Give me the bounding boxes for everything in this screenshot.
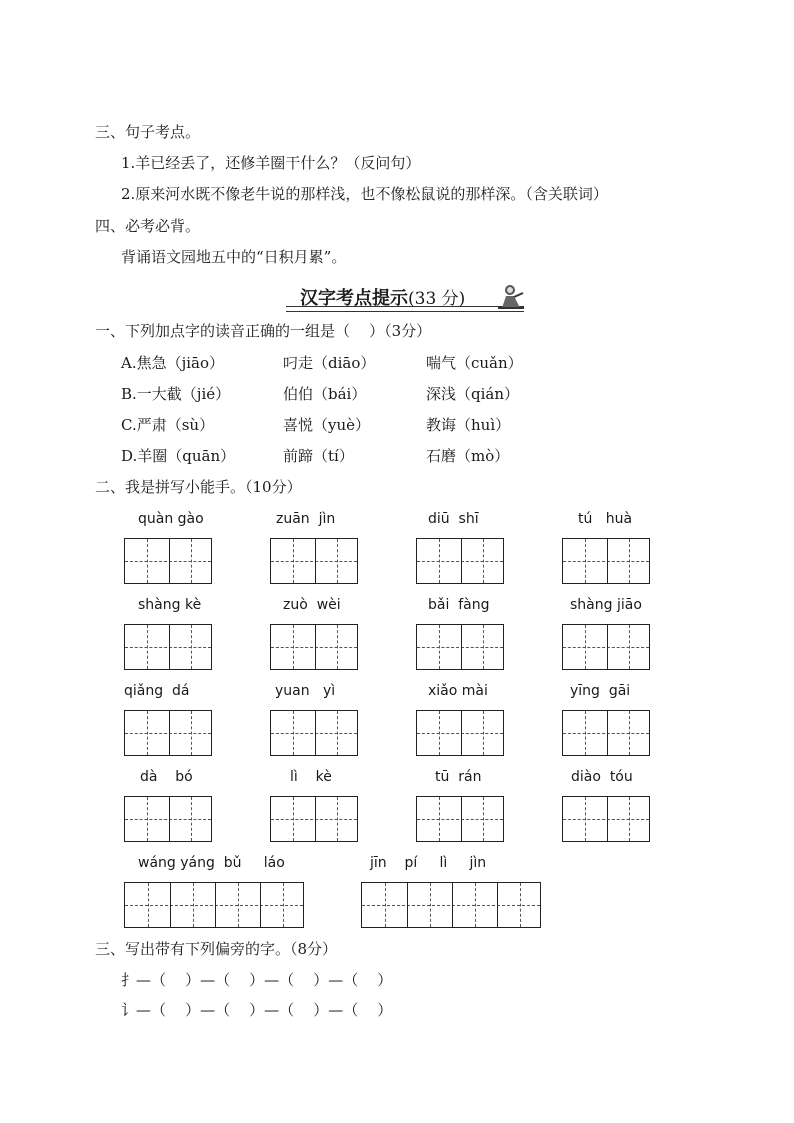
pinyin-label-long: wáng yáng bǔ láo xyxy=(138,855,285,871)
writing-grid[interactable] xyxy=(562,710,650,756)
pinyin-label: zuān jìn xyxy=(276,511,336,527)
section-title-main: 汉字考点提示 xyxy=(300,288,408,309)
pinyin-label-long: jīn pí lì jìn xyxy=(370,855,487,871)
writing-grid[interactable] xyxy=(361,882,541,928)
q1-option: B.一大截（jié） xyxy=(121,385,231,403)
pinyin-label: quàn gào xyxy=(138,511,204,527)
pinyin-label: bǎi fàng xyxy=(428,597,490,613)
title-underline xyxy=(286,306,524,312)
writing-grid[interactable] xyxy=(270,624,358,670)
pinyin-label: yīng gāi xyxy=(570,683,631,699)
sec3-heading: 三、句子考点。 xyxy=(95,123,201,141)
writing-grid[interactable] xyxy=(562,624,650,670)
q2-heading: 二、我是拼写小能手。（10分） xyxy=(95,478,302,496)
pinyin-label: qiǎng dá xyxy=(124,683,190,699)
q1-option: 伯伯（bái） xyxy=(283,385,367,403)
writing-grid[interactable] xyxy=(124,538,212,584)
pinyin-label: shàng jiāo xyxy=(570,597,642,613)
q1-option: C.严肃（sù） xyxy=(121,416,215,434)
writing-grid[interactable] xyxy=(124,710,212,756)
pinyin-label: shàng kè xyxy=(138,597,202,613)
writing-grid[interactable] xyxy=(124,796,212,842)
q3-row-2: 讠—（ ）—（ ）—（ ）—（ ） xyxy=(121,1001,393,1019)
writing-grid[interactable] xyxy=(270,710,358,756)
pinyin-label: xiǎo mài xyxy=(428,683,488,699)
q1-option: 喜悦（yuè） xyxy=(283,416,371,434)
q1-option: 前蹄（tí） xyxy=(283,447,354,465)
writing-grid[interactable] xyxy=(416,624,504,670)
q1-option: A.焦急（jiāo） xyxy=(121,354,225,372)
writing-grid[interactable] xyxy=(416,538,504,584)
section-title-score: (33 分) xyxy=(408,289,466,309)
q1-option: 石磨（mò） xyxy=(426,447,510,465)
writing-grid[interactable] xyxy=(562,538,650,584)
writing-grid[interactable] xyxy=(124,882,304,928)
writing-grid[interactable] xyxy=(416,710,504,756)
q1-option: 叼走（diāo） xyxy=(283,354,376,372)
writing-grid[interactable] xyxy=(270,796,358,842)
q1-option: D.羊圈（quān） xyxy=(121,447,236,465)
pinyin-label: diū shī xyxy=(428,511,479,527)
sec3-item-2: 2.原来河水既不像老牛说的那样浅，也不像松鼠说的那样深。（含关联词） xyxy=(121,185,608,203)
q1-option: 教诲（huì） xyxy=(426,416,511,434)
pinyin-label: lì kè xyxy=(290,769,332,785)
q3-row-1: 扌—（ ）—（ ）—（ ）—（ ） xyxy=(121,971,393,989)
sec4-heading: 四、必考必背。 xyxy=(95,217,201,235)
q3-heading: 三、写出带有下列偏旁的字。（8分） xyxy=(95,940,338,958)
pinyin-label: dà bó xyxy=(140,769,193,785)
q1-heading: 一、下列加点字的读音正确的一组是（ ）（3分） xyxy=(95,322,432,340)
writing-grid[interactable] xyxy=(416,796,504,842)
writing-grid[interactable] xyxy=(562,796,650,842)
pinyin-label: tú huà xyxy=(578,511,633,527)
pinyin-label: diào tóu xyxy=(571,769,633,785)
sec4-text: 背诵语文园地五中的“日积月累”。 xyxy=(121,248,347,266)
writing-grid[interactable] xyxy=(270,538,358,584)
pinyin-label: tū rán xyxy=(435,769,482,785)
writing-grid[interactable] xyxy=(124,624,212,670)
pinyin-label: yuan yì xyxy=(275,683,336,699)
pinyin-label: zuò wèi xyxy=(283,597,341,613)
sec3-item-1: 1.羊已经丢了，还修羊圈干什么？（反问句） xyxy=(121,154,421,172)
mascot-icon xyxy=(496,283,526,309)
q1-option: 深浅（qián） xyxy=(426,385,520,403)
q1-option: 喘气（cuǎn） xyxy=(426,354,523,372)
